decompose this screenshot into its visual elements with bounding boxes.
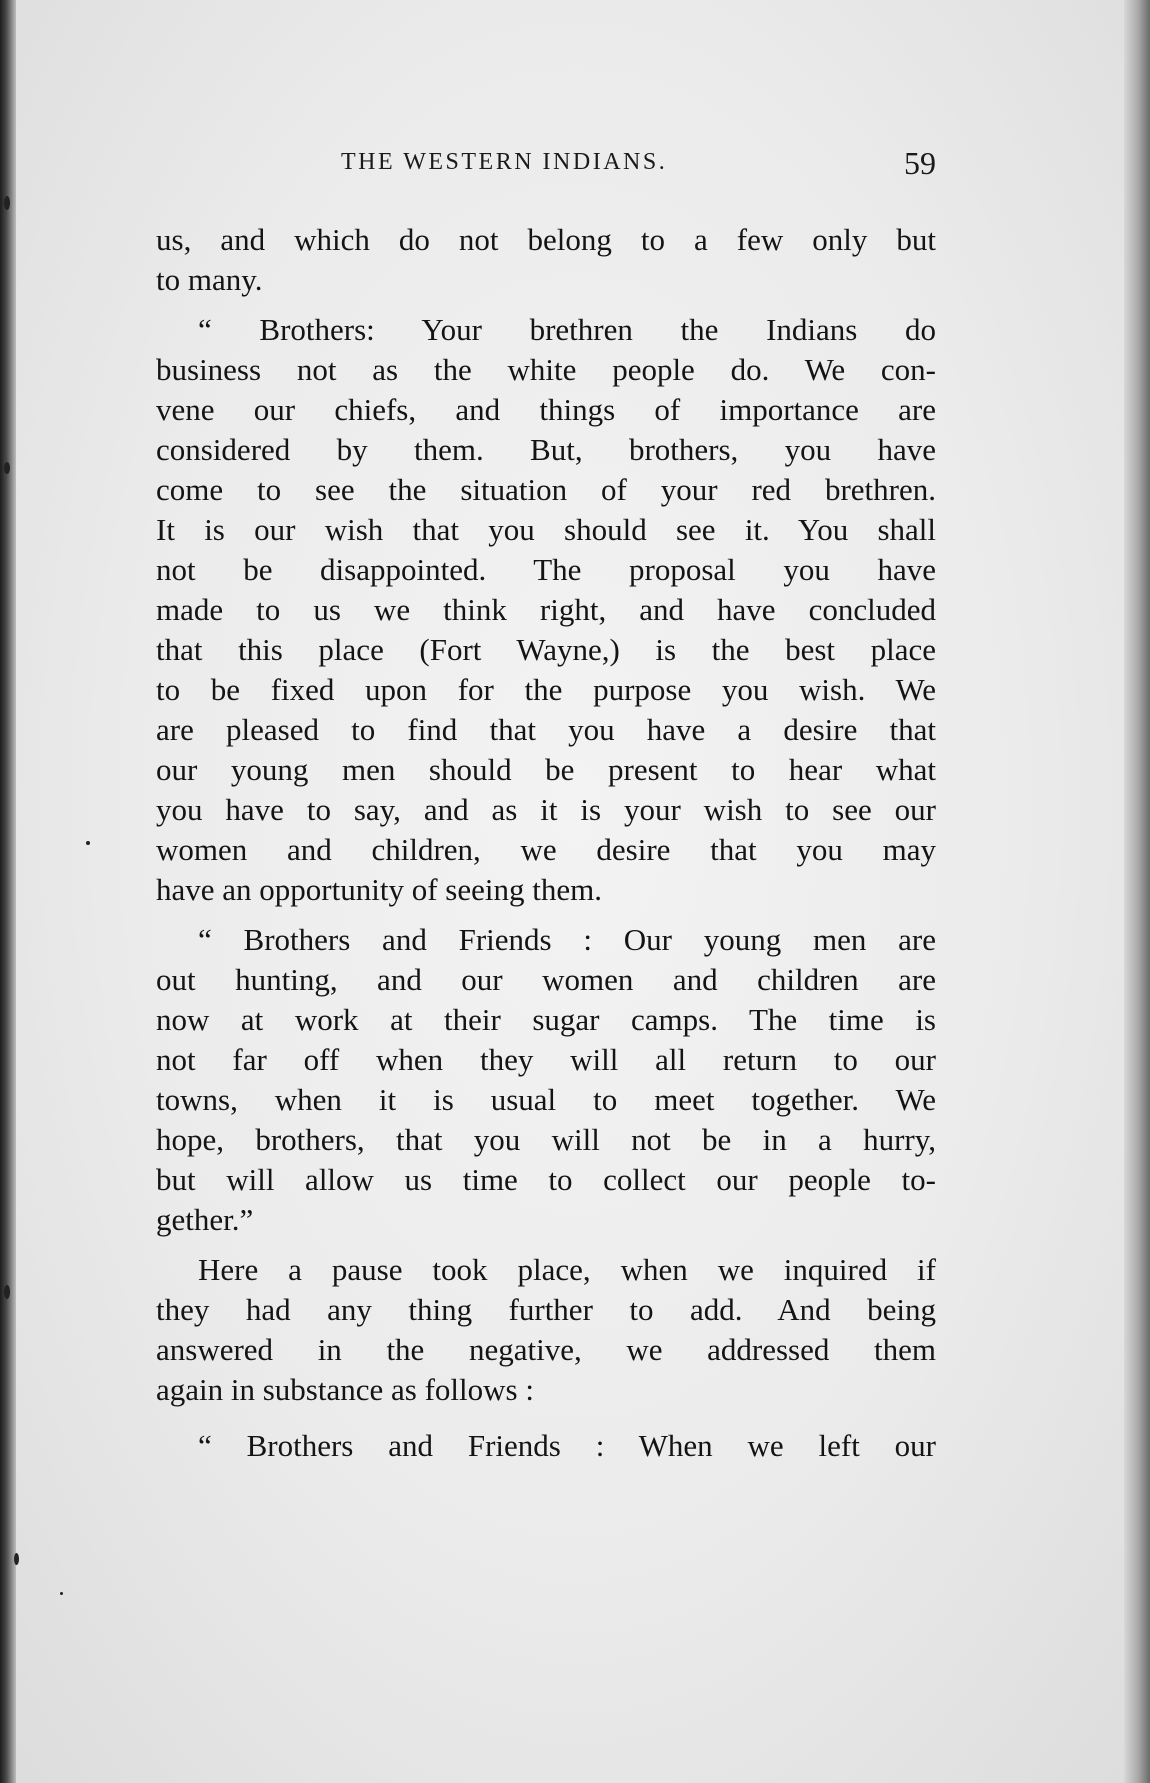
text-line: again in substance as follows : — [156, 1372, 534, 1407]
text-line: It is our wish that you should see it. You shall — [156, 512, 936, 547]
binding-mark — [4, 1285, 10, 1299]
paragraph — [156, 1250, 936, 1410]
paragraph — [156, 220, 936, 300]
text-line: “ Brothers: Your brethren the Indians do — [198, 312, 936, 347]
text-line: are pleased to find that you have a desire that — [156, 712, 936, 747]
ink-speck — [86, 841, 90, 845]
text-line: but will allow us time to collect our people to- — [156, 1162, 936, 1197]
text-line: gether.” — [156, 1202, 254, 1237]
page-edge-right — [1124, 0, 1150, 1783]
text-line: they had any thing further to add. And being — [156, 1292, 936, 1327]
paragraph — [156, 310, 936, 910]
text-line: made to us we think right, and have concluded — [156, 592, 936, 627]
page-body — [156, 220, 936, 1466]
text-line: you have to say, and as it is your wish to see our — [156, 792, 936, 827]
text-line: now at work at their sugar camps. The time is — [156, 1002, 936, 1037]
text-line: “ Brothers and Friends : Our young men are — [198, 922, 936, 957]
text-line: women and children, we desire that you may — [156, 832, 936, 867]
text-line: to many. — [156, 262, 263, 297]
page-binding-edge-left — [0, 0, 16, 1783]
page-header — [156, 145, 936, 185]
text-line: our young men should be present to hear what — [156, 752, 936, 787]
paragraph — [156, 1426, 936, 1466]
text-line: not be disappointed. The proposal you have — [156, 552, 936, 587]
binding-mark — [4, 462, 10, 474]
text-line: come to see the situation of your red brethren. — [156, 472, 936, 507]
binding-mark — [14, 1553, 19, 1565]
text-line: to be fixed upon for the purpose you wish. We — [156, 672, 936, 707]
running-title: THE WESTERN INDIANS. — [341, 149, 668, 175]
text-line: towns, when it is usual to meet together. We — [156, 1082, 936, 1117]
text-line: us, and which do not belong to a few only but — [156, 222, 936, 257]
text-line: considered by them. But, brothers, you have — [156, 432, 936, 467]
paragraph — [156, 920, 936, 1240]
text-line: hope, brothers, that you will not be in a hurry, — [156, 1122, 936, 1157]
text-line: Here a pause took place, when we inquired if — [198, 1252, 936, 1287]
binding-mark — [4, 196, 10, 210]
text-line: business not as the white people do. We con- — [156, 352, 936, 387]
text-line: that this place (Fort Wayne,) is the best place — [156, 632, 936, 667]
text-line: answered in the negative, we addressed them — [156, 1332, 936, 1367]
text-line: “ Brothers and Friends : When we left our — [198, 1428, 936, 1463]
text-line: vene our chiefs, and things of importance are — [156, 392, 936, 427]
ink-speck — [60, 1592, 63, 1595]
text-line: out hunting, and our women and children are — [156, 962, 936, 997]
text-line: have an opportunity of seeing them. — [156, 872, 602, 907]
text-line: not far off when they will all return to our — [156, 1042, 936, 1077]
page-number: 59 — [904, 145, 936, 181]
